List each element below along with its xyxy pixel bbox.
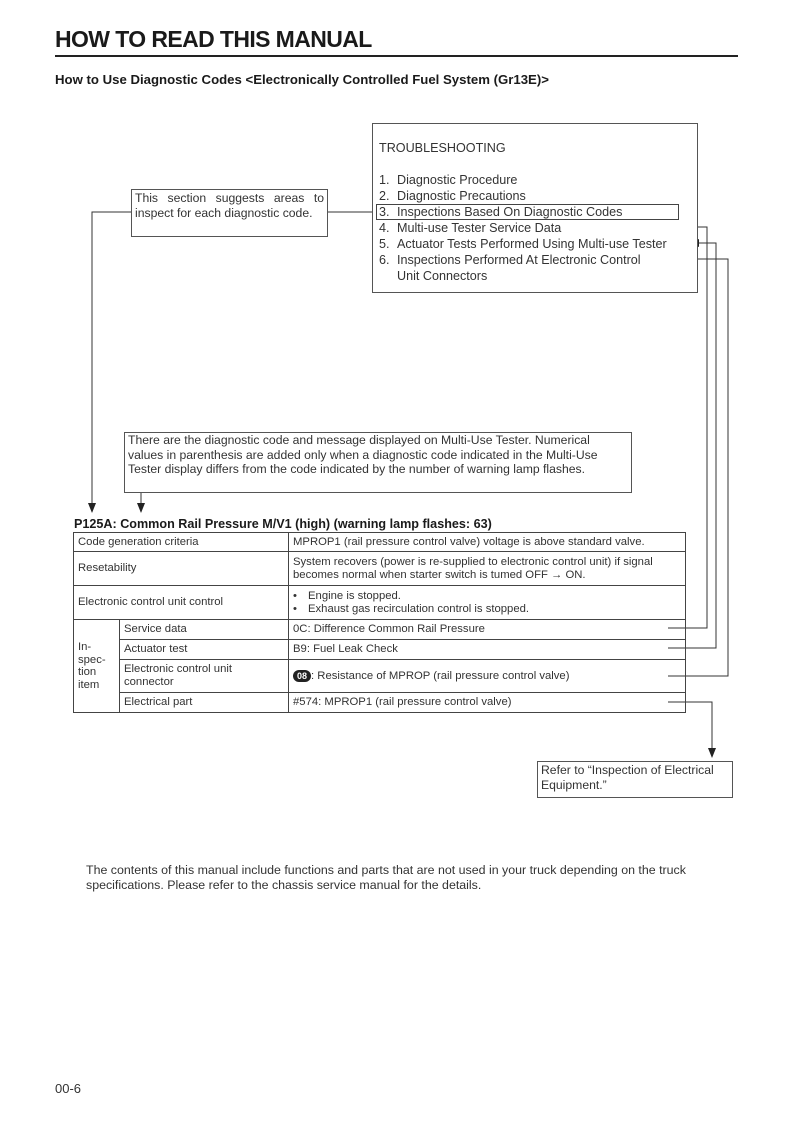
table-row — [74, 693, 686, 713]
row-value: B9: Fuel Leak Check — [289, 640, 686, 660]
troubleshooting-box — [372, 123, 698, 293]
table-row — [74, 620, 686, 640]
page-title: HOW TO READ THIS MANUAL — [55, 26, 372, 52]
row-label: Code generation criteria — [74, 533, 289, 552]
toc-item-4[interactable]: 4. Multi-use Tester Service Data — [379, 221, 562, 235]
row-label: Service data — [120, 620, 289, 640]
toc-item-3[interactable]: 3. Inspections Based On Diagnostic Codes — [379, 205, 623, 219]
toc-item-6[interactable]: 6. Inspections Performed At Electronic Control — [379, 253, 641, 267]
bullet-item: • Exhaust gas recirculation control is stopped. — [293, 603, 681, 616]
table-row — [74, 640, 686, 660]
row-value: #574: MPROP1 (rail pressure control valve) — [289, 693, 686, 713]
row-value: 0C: Difference Common Rail Pressure — [289, 620, 686, 640]
table-row — [74, 660, 686, 693]
table-row — [74, 533, 686, 552]
row-label: Electrical part — [120, 693, 289, 713]
table-row — [74, 586, 686, 620]
row-label: Actuator test — [120, 640, 289, 660]
bullet-item: • Engine is stopped. — [293, 590, 681, 603]
diagnostic-code-table — [73, 532, 686, 713]
footer-note: The contents of this manual include functions and parts that are not used in your truck depending on the truck specifications. Please refer to the chassis service manual for the details. — [86, 863, 686, 892]
row-value: 08 : Resistance of MPROP (rail pressure control valve) — [289, 660, 686, 693]
troubleshooting-title: TROUBLESHOOTING — [379, 141, 506, 155]
toc-item-2[interactable]: 2. Diagnostic Precautions — [379, 189, 526, 203]
diagnostic-code-title: P125A: Common Rail Pressure M/V1 (high) (warning lamp flashes: 63) — [74, 517, 492, 531]
toc-item-6-cont: Unit Connectors — [397, 269, 488, 283]
inspection-group-label: In- spec- tion item — [74, 620, 120, 713]
code-callout: There are the diagnostic code and message displayed on Multi-Use Tester. Numerical values in parenthesis are added only when a diagnostic code indicated in the Multi-Use Tester display differs from the code indicated by the number of warning lamp flashes. — [124, 432, 632, 493]
table-row — [74, 552, 686, 586]
row-value: MPROP1 (rail pressure control valve) voltage is above standard valve. — [289, 533, 686, 552]
row-label: Resetability — [74, 552, 289, 586]
row-value: System recovers (power is re-supplied to electronic control unit) if signal becomes normal when starter switch is tumed OFF → ON. — [289, 552, 686, 586]
row-value — [289, 586, 686, 620]
toc-item-1[interactable]: 1. Diagnostic Procedure — [379, 173, 518, 187]
refer-callout: Refer to “Inspection of Electrical Equipment.” — [537, 761, 733, 798]
row-label: Electronic control unit connector — [120, 660, 289, 693]
section-subtitle: How to Use Diagnostic Codes <Electronically Controlled Fuel System (Gr13E)> — [55, 72, 549, 87]
section-callout: This section suggests areas to inspect for each diagnostic code. — [131, 189, 328, 237]
page-number: 00-6 — [55, 1081, 82, 1096]
connector-badge: 08 — [293, 670, 311, 682]
row-label: Electronic control unit control — [74, 586, 289, 620]
toc-item-5[interactable]: 5. Actuator Tests Performed Using Multi-use Tester — [379, 237, 667, 251]
